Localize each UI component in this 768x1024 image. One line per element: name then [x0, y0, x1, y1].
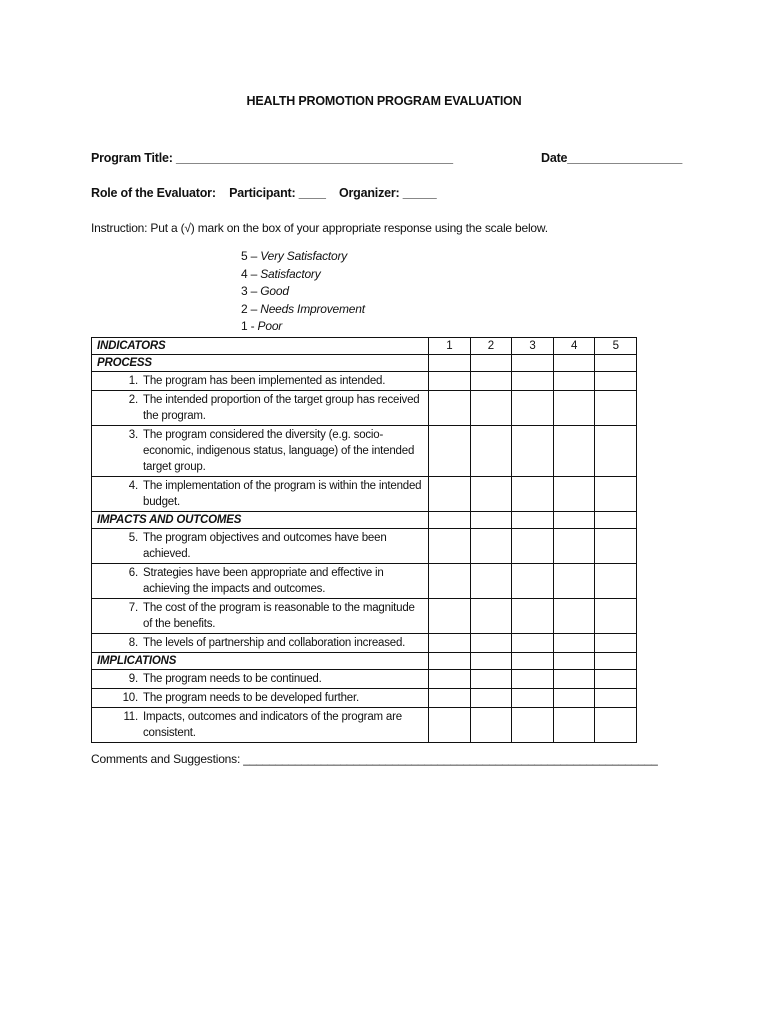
rating-checkbox-cell[interactable]	[595, 372, 637, 391]
indicator-cell	[92, 599, 429, 634]
indicator-text: The program needs to be continued.	[143, 673, 322, 685]
rating-checkbox-cell[interactable]	[512, 391, 554, 426]
rating-checkbox-cell[interactable]	[429, 391, 471, 426]
rating-checkbox-cell[interactable]	[512, 708, 554, 743]
role-label: Role of the Evaluator:	[91, 186, 216, 200]
indicator-number: 6.	[128, 567, 138, 579]
section-blank-cell	[553, 653, 595, 670]
indicator-number: 10.	[122, 692, 138, 704]
rating-checkbox-cell[interactable]	[512, 599, 554, 634]
rating-checkbox-cell[interactable]	[512, 670, 554, 689]
section-blank-cell	[595, 355, 637, 372]
rating-checkbox-cell[interactable]	[512, 529, 554, 564]
rating-checkbox-cell[interactable]	[470, 564, 512, 599]
indicator-cell	[92, 670, 429, 689]
indicator-number: 8.	[128, 637, 138, 649]
rating-checkbox-cell[interactable]	[553, 670, 595, 689]
section-blank-cell	[512, 355, 554, 372]
table-header-row	[92, 338, 637, 355]
table-row	[92, 372, 637, 391]
table-row	[92, 670, 637, 689]
rating-checkbox-cell[interactable]	[470, 391, 512, 426]
table-row	[92, 426, 637, 477]
rating-checkbox-cell[interactable]	[470, 670, 512, 689]
rating-column-header: 4	[553, 338, 595, 355]
section-blank-cell	[470, 512, 512, 529]
scale-item	[241, 283, 365, 301]
indicator-cell	[92, 426, 429, 477]
table-row	[92, 564, 637, 599]
indicator-text: The program considered the diversity (e.g. socio-economic, indigenous status, language) of the intended target group.	[143, 429, 415, 473]
indicator-text: The program needs to be developed further.	[143, 692, 359, 704]
table-row	[92, 708, 637, 743]
date-label: Date	[541, 151, 568, 165]
rating-checkbox-cell[interactable]	[512, 477, 554, 512]
rating-checkbox-cell[interactable]	[553, 708, 595, 743]
indicator-cell	[92, 634, 429, 653]
rating-checkbox-cell[interactable]	[595, 426, 637, 477]
section-blank-cell	[429, 512, 471, 529]
rating-column-header: 1	[429, 338, 471, 355]
scale-description: Good	[260, 284, 289, 298]
indicator-text: Strategies have been appropriate and effective in achieving the impacts and outcomes.	[143, 567, 384, 595]
indicator-text: The intended proportion of the target group has received the program.	[143, 394, 420, 422]
rating-checkbox-cell[interactable]	[429, 564, 471, 599]
rating-checkbox-cell[interactable]	[553, 529, 595, 564]
program-title-field	[91, 151, 453, 165]
role-of-evaluator-row	[91, 186, 447, 200]
rating-column-header: 3	[512, 338, 554, 355]
rating-checkbox-cell[interactable]	[553, 426, 595, 477]
rating-checkbox-cell[interactable]	[429, 670, 471, 689]
scale-item	[241, 266, 365, 284]
rating-column-header: 5	[595, 338, 637, 355]
indicator-number: 3.	[128, 429, 138, 441]
scale-number: 2 –	[241, 301, 258, 316]
rating-checkbox-cell[interactable]	[553, 689, 595, 708]
rating-checkbox-cell[interactable]	[553, 391, 595, 426]
indicator-number: 4.	[128, 480, 138, 492]
indicator-text: Impacts, outcomes and indicators of the program are consistent.	[143, 711, 402, 739]
section-row	[92, 512, 637, 529]
rating-checkbox-cell[interactable]	[512, 634, 554, 653]
section-blank-cell	[512, 653, 554, 670]
section-blank-cell	[470, 355, 512, 372]
section-blank-cell	[553, 512, 595, 529]
rating-checkbox-cell[interactable]	[470, 599, 512, 634]
table-row	[92, 634, 637, 653]
scale-item	[241, 248, 365, 266]
rating-checkbox-cell[interactable]	[429, 599, 471, 634]
rating-checkbox-cell[interactable]	[429, 426, 471, 477]
rating-checkbox-cell[interactable]	[595, 477, 637, 512]
section-row	[92, 653, 637, 670]
scale-item	[241, 301, 365, 319]
indicator-cell	[92, 372, 429, 391]
program-title-label: Program Title:	[91, 151, 173, 165]
table-row	[92, 477, 637, 512]
indicator-text: The cost of the program is reasonable to the magnitude of the benefits.	[143, 602, 415, 630]
section-blank-cell	[429, 355, 471, 372]
program-title-line: _________________________________________	[176, 151, 453, 165]
scale-number: 5 –	[241, 249, 258, 263]
rating-checkbox-cell[interactable]	[595, 708, 637, 743]
scale-description: Poor	[257, 319, 283, 333]
rating-checkbox-cell[interactable]	[595, 529, 637, 564]
indicator-cell	[92, 564, 429, 599]
rating-checkbox-cell[interactable]	[429, 477, 471, 512]
indicator-number: 9.	[128, 673, 138, 685]
section-blank-cell	[512, 512, 554, 529]
rating-checkbox-cell[interactable]	[429, 689, 471, 708]
rating-checkbox-cell[interactable]	[429, 372, 471, 391]
indicator-number: 5.	[128, 532, 138, 544]
rating-checkbox-cell[interactable]	[429, 634, 471, 653]
rating-checkbox-cell[interactable]	[470, 689, 512, 708]
scale-description: Satisfactory	[260, 266, 321, 281]
indicator-cell	[92, 689, 429, 708]
rating-checkbox-cell[interactable]	[429, 529, 471, 564]
rating-checkbox-cell[interactable]	[470, 708, 512, 743]
rating-checkbox-cell[interactable]	[470, 426, 512, 477]
table-row	[92, 529, 637, 564]
section-title: IMPLICATIONS	[92, 653, 429, 670]
rating-checkbox-cell[interactable]	[595, 670, 637, 689]
rating-checkbox-cell[interactable]	[512, 372, 554, 391]
indicator-text: The program has been implemented as intended.	[143, 375, 386, 387]
scale-description: Needs Improvement	[260, 301, 365, 316]
section-blank-cell	[595, 653, 637, 670]
rating-checkbox-cell[interactable]	[512, 564, 554, 599]
instruction-text: Instruction: Put a (√) mark on the box of your appropriate response using the scale below.	[91, 221, 548, 235]
section-row	[92, 355, 637, 372]
scale-description: Very Satisfactory	[260, 249, 348, 263]
rating-checkbox-cell[interactable]	[595, 634, 637, 653]
rating-checkbox-cell[interactable]	[470, 477, 512, 512]
comments-suggestions-field: Comments and Suggestions: ________________________________________________________________	[91, 752, 658, 766]
indicator-number: 1.	[128, 375, 138, 387]
rating-checkbox-cell[interactable]	[512, 426, 554, 477]
date-line: _________________	[567, 151, 683, 165]
table-row	[92, 599, 637, 634]
rating-checkbox-cell[interactable]	[595, 564, 637, 599]
indicator-cell	[92, 391, 429, 426]
rating-checkbox-cell[interactable]	[512, 689, 554, 708]
section-blank-cell	[595, 512, 637, 529]
page-title: HEALTH PROMOTION PROGRAM EVALUATION	[246, 94, 522, 108]
indicator-number: 11.	[123, 711, 138, 723]
rating-checkbox-cell[interactable]	[595, 391, 637, 426]
rating-checkbox-cell[interactable]	[470, 529, 512, 564]
indicator-text: The levels of partnership and collaboration increased.	[143, 637, 406, 649]
scale-number: 1 -	[241, 319, 255, 333]
scale-number: 3 –	[241, 284, 258, 298]
indicator-cell	[92, 477, 429, 512]
rating-checkbox-cell[interactable]	[429, 708, 471, 743]
indicator-text: The program objectives and outcomes have been achieved.	[143, 532, 387, 560]
table-row	[92, 689, 637, 708]
rating-checkbox-cell[interactable]	[553, 372, 595, 391]
indicator-text: The implementation of the program is within the intended budget.	[143, 480, 422, 508]
rating-checkbox-cell[interactable]	[553, 599, 595, 634]
rating-checkbox-cell[interactable]	[553, 634, 595, 653]
section-title: IMPACTS AND OUTCOMES	[92, 512, 429, 529]
rating-checkbox-cell[interactable]	[595, 599, 637, 634]
indicator-number: 7.	[128, 602, 138, 614]
evaluation-table	[91, 337, 637, 743]
participant-field: Participant: ____	[229, 186, 326, 200]
rating-checkbox-cell[interactable]	[470, 634, 512, 653]
indicator-number: 2.	[128, 394, 138, 406]
scale-number: 4 –	[241, 266, 258, 281]
rating-checkbox-cell[interactable]	[553, 564, 595, 599]
date-field	[541, 151, 682, 165]
rating-scale	[241, 248, 365, 336]
indicator-cell	[92, 708, 429, 743]
rating-checkbox-cell[interactable]	[470, 372, 512, 391]
section-blank-cell	[553, 355, 595, 372]
indicators-header: INDICATORS	[92, 338, 429, 355]
scale-item	[241, 318, 365, 336]
rating-checkbox-cell[interactable]	[553, 477, 595, 512]
indicator-cell	[92, 529, 429, 564]
section-blank-cell	[429, 653, 471, 670]
section-title: PROCESS	[92, 355, 429, 372]
organizer-field: Organizer: _____	[339, 186, 437, 200]
rating-checkbox-cell[interactable]	[595, 689, 637, 708]
rating-column-header: 2	[470, 338, 512, 355]
section-blank-cell	[470, 653, 512, 670]
table-row	[92, 391, 637, 426]
